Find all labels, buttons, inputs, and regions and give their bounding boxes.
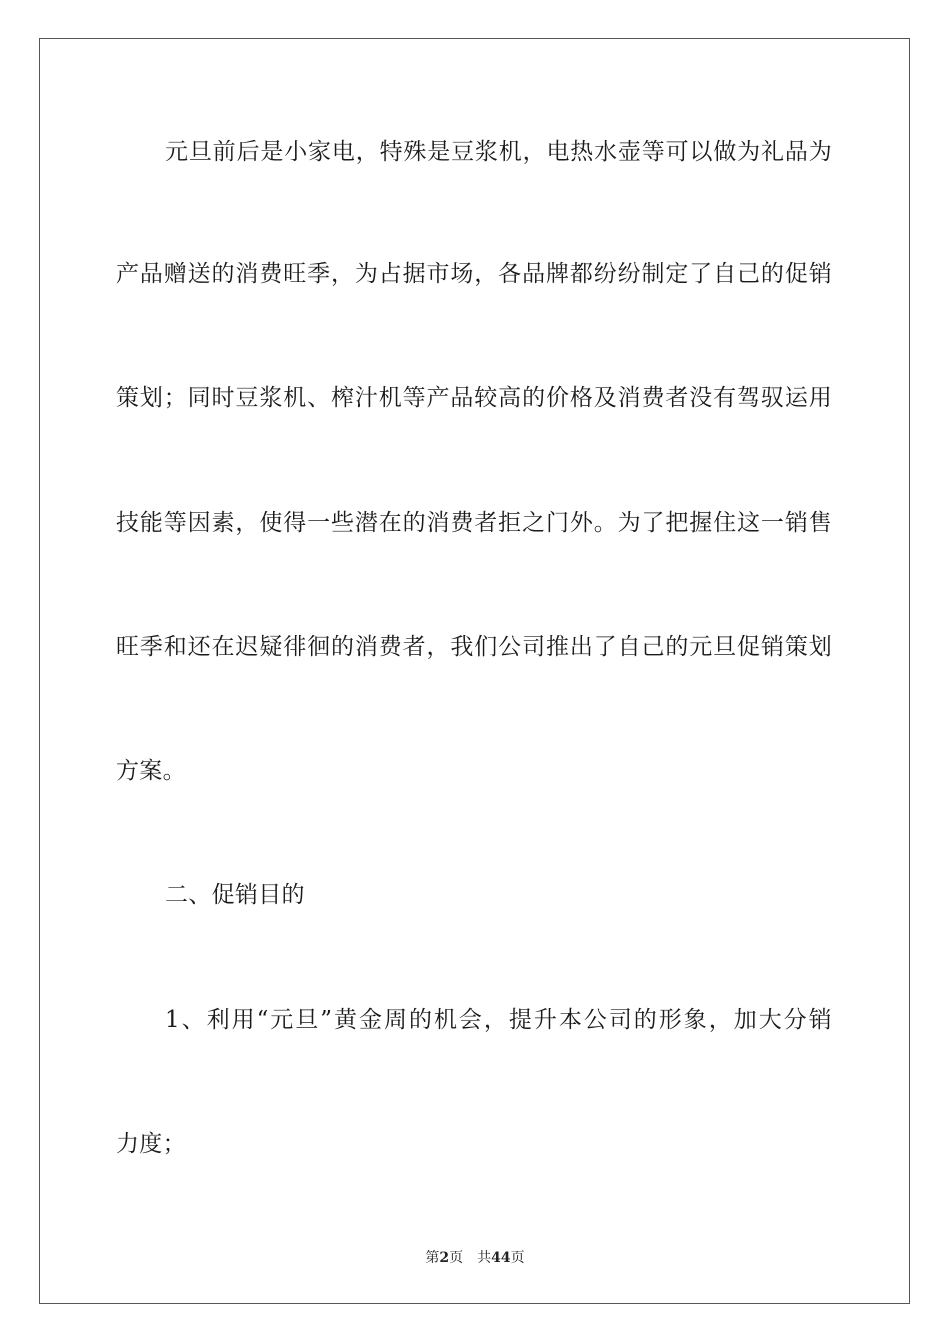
paragraph-line: 元旦前后是小家电，特殊是豆浆机，电热水壶等可以做为礼品为 — [165, 139, 832, 165]
paragraph-line: 力度； — [116, 1131, 186, 1157]
paragraph-line: 旺季和还在迟疑徘徊的消费者，我们公司推出了自己的元旦促销策划 — [116, 634, 832, 660]
page-suffix: 页 — [449, 1250, 464, 1266]
page-number: 2 — [439, 1250, 450, 1266]
paragraph-line: 方案。 — [116, 758, 186, 784]
paragraph-line: 策划；同时豆浆机、榨汁机等产品较高的价格及消费者没有驾驭运用 — [116, 385, 832, 411]
section-heading: 二、促销目的 — [165, 882, 305, 908]
paragraph-line: 技能等因素，使得一些潜在的消费者拒之门外。为了把握住这一销售 — [116, 510, 832, 536]
total-prefix: 共 — [477, 1250, 492, 1266]
page-footer — [0, 1248, 950, 1268]
paragraph-line: 产品赠送的消费旺季，为占据市场，各品牌都纷纷制定了自己的促销 — [116, 261, 832, 287]
page-prefix: 第 — [425, 1250, 440, 1266]
page-border — [39, 38, 910, 1304]
paragraph-line: 1、利用“元旦”黄金周的机会，提升本公司的形象，加大分销 — [165, 1007, 832, 1033]
total-pages: 44 — [491, 1250, 511, 1266]
total-suffix: 页 — [510, 1250, 525, 1266]
